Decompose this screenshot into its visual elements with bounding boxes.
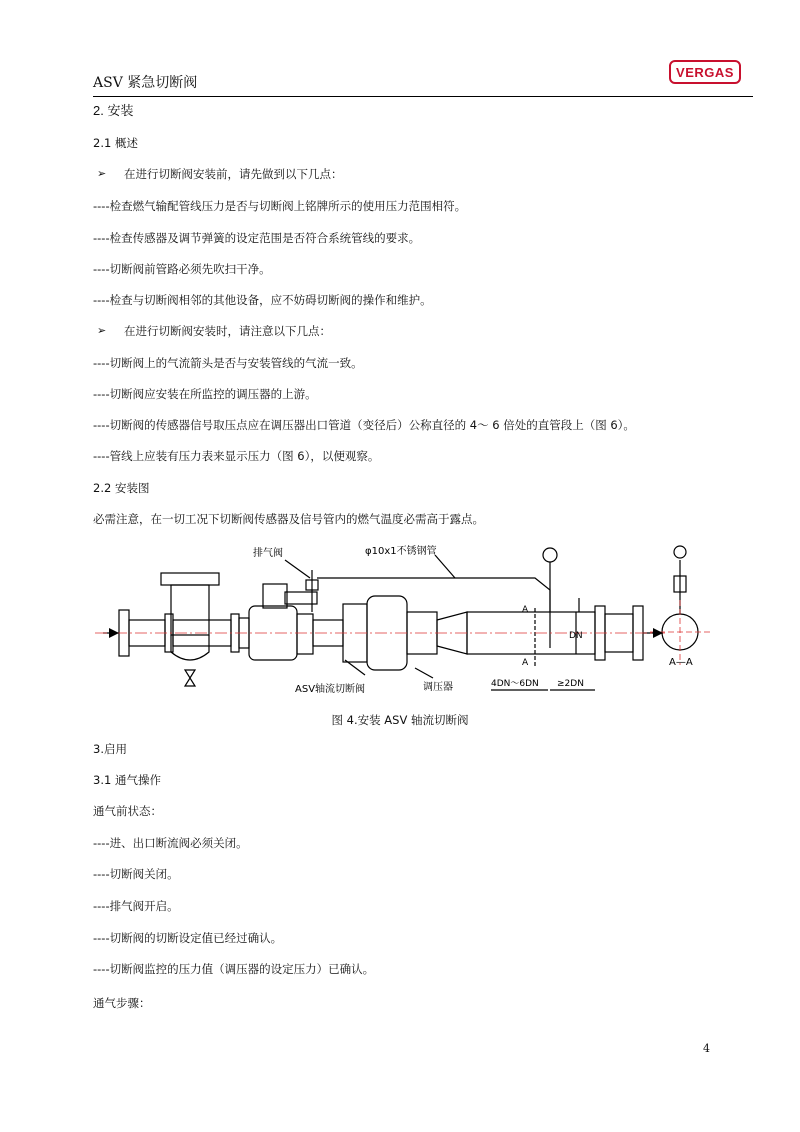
section-mark-top: A bbox=[522, 605, 529, 615]
list-item: ----排气阀开启。 bbox=[93, 899, 179, 913]
logo-text: VERGAS bbox=[676, 64, 734, 80]
document-header-title: ASV 紧急切断阀 bbox=[93, 75, 198, 91]
section-mark-bottom: A bbox=[522, 658, 529, 668]
list-item: ----检查与切断阀相邻的其他设备，应不妨碍切断阀的操作和维护。 bbox=[93, 293, 432, 307]
list-item: ----切断阀的切断设定值已经过确认。 bbox=[93, 931, 283, 945]
section-2-title: 2. 安装 bbox=[93, 103, 134, 118]
list-item: ----管线上应装有压力表来显示压力（图 6），以便观察。 bbox=[93, 449, 380, 463]
vent-leader bbox=[285, 560, 310, 578]
subsection-3-1-title: 3.1 通气操作 bbox=[93, 773, 161, 787]
list-item: ----切断阀上的气流箭头是否与安装管线的气流一致。 bbox=[93, 356, 363, 370]
list-item: ----检查传感器及调节弹簧的设定范围是否符合系统管线的要求。 bbox=[93, 231, 421, 245]
bullet-arrow-icon: ➢ bbox=[97, 167, 107, 180]
inlet-arrow-icon bbox=[109, 628, 119, 638]
list-item: ----检查燃气输配管线压力是否与切断阀上铭牌所示的使用压力范围相符。 bbox=[93, 199, 467, 213]
subsection-2-1-title: 2.1 概述 bbox=[93, 136, 138, 150]
regulator-label: 调压器 bbox=[423, 682, 453, 693]
vergas-logo bbox=[669, 60, 741, 84]
filter-top-flange bbox=[161, 573, 219, 585]
asv-actuator bbox=[263, 584, 287, 608]
asv-label: ASV轴流切断阀 bbox=[295, 684, 366, 695]
pipe-label: φ10x1不锈钢管 bbox=[365, 546, 437, 557]
section-3-title: 3.启用 bbox=[93, 742, 127, 756]
signal-pipe bbox=[317, 578, 550, 648]
page-number: 4 bbox=[703, 1042, 710, 1055]
bullet-1-text: 在进行切断阀安装前，请先做到以下几点： bbox=[124, 167, 343, 181]
asv-flange bbox=[297, 614, 313, 654]
dew-point-note: 必需注意，在一切工况下切断阀传感器及信号管内的燃气温度必需高于露点。 bbox=[93, 512, 484, 526]
section-gauge-icon bbox=[674, 546, 686, 558]
installation-diagram bbox=[95, 540, 735, 705]
filter-body bbox=[171, 585, 209, 635]
outlet-arrow-icon bbox=[653, 628, 663, 638]
subsection-2-2-title: 2.2 安装图 bbox=[93, 481, 150, 495]
bullet-arrow-icon: ➢ bbox=[97, 324, 107, 337]
list-item: ----切断阀应安装在所监控的调压器的上游。 bbox=[93, 387, 317, 401]
list-item: ----切断阀监控的压力值（调压器的设定压力）已确认。 bbox=[93, 962, 375, 976]
drain-valve-icon bbox=[185, 670, 195, 686]
min-distance-label: ≥2DN bbox=[557, 679, 584, 689]
dn-label: DN bbox=[569, 631, 583, 641]
before-state-label: 通气前状态： bbox=[93, 804, 162, 818]
list-item: ----切断阀前管路必须先吹扫干净。 bbox=[93, 262, 271, 276]
header-rule bbox=[93, 96, 753, 97]
list-item: ----进、出口断流阀必须关闭。 bbox=[93, 836, 248, 850]
pipe-leader bbox=[435, 555, 455, 578]
regulator-leader bbox=[415, 668, 433, 678]
steps-label: 通气步骤： bbox=[93, 996, 151, 1010]
list-item: ----切断阀关闭。 bbox=[93, 867, 179, 881]
list-item: ----切断阀的传感器信号取压点应在调压器出口管道（变径后）公称直径的 4～ 6 倍处的直管段上（图 6）。 bbox=[93, 418, 635, 432]
section-view-label: A—A bbox=[669, 657, 693, 668]
figure-caption: 图 4.安装 ASV 轴流切断阀 bbox=[331, 713, 469, 727]
filter-bowl bbox=[171, 635, 209, 660]
distance-label: 4DN～6DN bbox=[491, 679, 539, 689]
vent-valve-label: 排气阀 bbox=[253, 548, 283, 559]
pressure-gauge-icon bbox=[543, 548, 557, 562]
bullet-2-text: 在进行切断阀安装时，请注意以下几点： bbox=[124, 324, 331, 338]
